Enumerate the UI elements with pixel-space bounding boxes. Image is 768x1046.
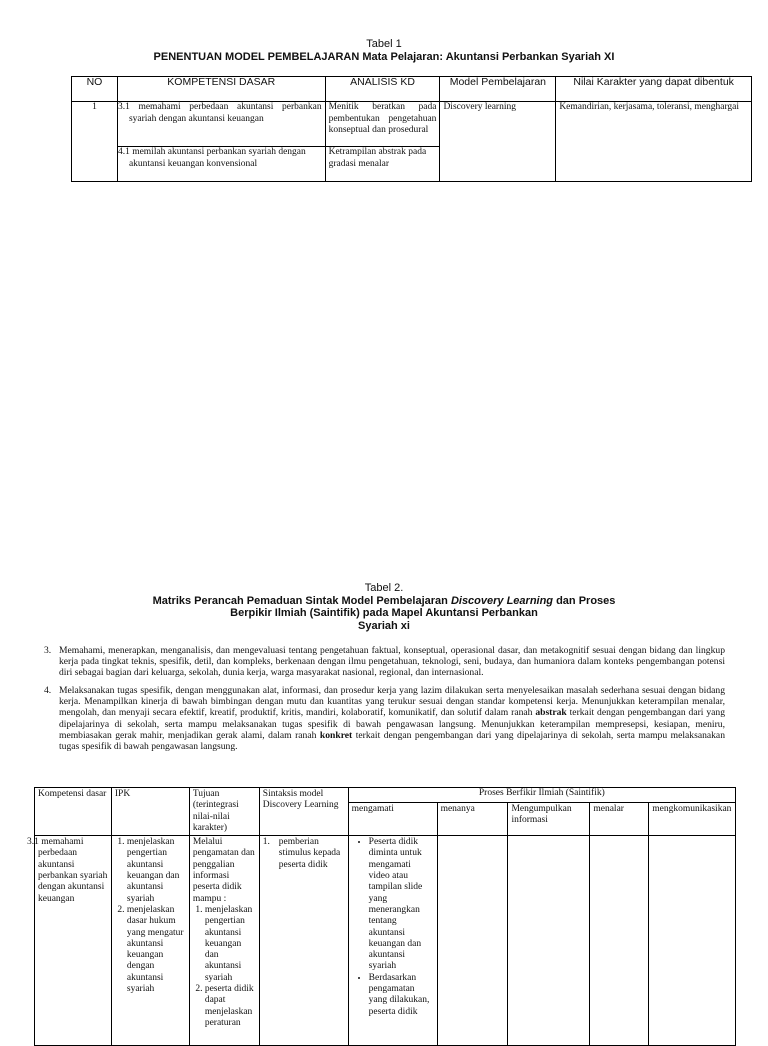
table1-cell-karakter: Kemandirian, kerjasama, toleransi, menghargai [556,102,752,182]
table1 [71,76,752,182]
table1-cell-analisis-a: Menitik beratkan pada pembentukan pengetahuan konseptual dan prosedural [325,102,440,147]
table2-title-line1 [0,595,768,608]
table2-title-line3: Syariah xi [358,619,410,632]
mengamati-list [352,837,434,1018]
list-item: 2. peserta didik dapat menjelaskan peraturan [205,984,256,1029]
table1-header-model: Model Pembelajaran [440,77,556,102]
table2-cell-menalar [590,836,649,1046]
title-italic-text: Discovery Learning [450,594,554,607]
paragraph-text: Memahami, menerapkan, menganalisis, dan mengevaluasi tentang pengetahuan faktual, konseptual, operasional dasar, dan metakognitif sesuai dengan bidang dan lingkup kerja pada tingkat teknis, spesifik, detil, dan kompleks, berkenaan dengan ilmu pengetahuan, teknologi, seni, budaya, dan humaniora dalam konteks pengembangan potensi diri sebagai bagian dari keluarga, sekolah, dunia kerja, warga masyarakat nasional, regional, dan internasional. [59,645,725,679]
table2-header-proses: Proses Berfikir Ilmiah (Saintifik) [348,788,735,803]
table1-cell-no: 1 [72,102,118,182]
table1-header-kd: KOMPETENSI DASAR [117,77,325,102]
table2-title-line2: Berpikir Ilmiah (Saintifik) pada Mapel Akuntansi Perbankan [230,607,538,619]
paragraph-number: 3. [44,645,52,656]
tujuan-list [193,905,256,1029]
text-run: Melaksanakan tugas spesifik, dengan menggunakan alat, informasi, dan prosedur kerja yang lazim dilakukan serta menyelesaikan masalah sederhana sesuai dengan bidang kerja. Menampilkan kinerja di bawah bimbingan dengan mutu dan kuantitas yang terukur sesuai dengan standar kompetensi kerja. Menunjukkan keterampilan menalar, mengolah, dan menyaji secara efektif, kreatif, produktif, kritis, mandiri, kolaboratif, komunikatif, dan solutif dalam ranah [59,685,725,719]
table2-header-kd: Kompetensi dasar [35,788,112,836]
table2-header-sintaksis: Sintaksis model Discovery Learning [259,788,348,836]
table1-header-analisis: ANALISIS KD [325,77,440,102]
table2-heading [0,582,768,632]
competency-paragraph-3 [44,645,725,679]
table2-header-mengamati: mengamati [348,803,437,836]
step-text: pemberian stimulus kepada peserta didik [278,837,341,870]
paragraph-number: 4. [44,685,52,696]
table2-header-tujuan: Tujuan (terintegrasi nilai-nilai karakter) [189,788,259,836]
table2-cell-menanya [437,836,508,1046]
title-text: dan Proses [553,594,616,607]
title-text: Matriks Perancah Pemaduan Sintak Model Pembelajaran [152,594,451,607]
table2-cell-mengamati [348,836,437,1046]
table2-header-mengumpulkan: Mengumpulkan informasi [508,803,590,836]
list-item: • Peserta didik diminta untuk mengamati video atau tampilan slide yang menerangkan tentang akuntansi keuangan dan akuntansi syariah [369,837,434,973]
list-item: 1. menjelaskan pengertian akuntansi keuangan dan akuntansi syariah [205,905,256,984]
list-item: • Berdasarkan pengamatan yang dilakukan, peserta didik [369,973,434,1018]
competency-paragraph-4 [44,685,725,752]
table2-header-menalar: menalar [590,803,649,836]
table2-cell-mengumpulkan [508,836,590,1046]
table2-cell-kd: 3.1 memahami perbedaan akuntansi perbankan syariah dengan akuntansi keuangan [35,836,112,1046]
table2 [27,787,736,1046]
table-row [72,102,752,147]
step-number: 1. [262,837,270,848]
table1-cell-model: Discovery learning [440,102,556,182]
table2-header-row-1 [35,788,736,803]
table2-cell-sintaksis [259,836,348,1046]
table2-cell-tujuan [189,836,259,1046]
table1-header-row [72,77,752,102]
table1-header-karakter: Nilai Karakter yang dapat dibentuk [556,77,752,102]
tujuan-intro: Melalui pengamatan dan penggalian informasi peserta didik mampu : [192,837,255,904]
paragraph-text [44,685,725,752]
table2-cell-mengkomunikasikan [649,836,736,1046]
table1-title: PENENTUAN MODEL PEMBELAJARAN Mata Pelajaran: Akuntansi Perbankan Syariah XI [153,51,615,63]
table2-cell-ipk [111,836,189,1046]
text-run: terkait dengan pengembangan dari yang dipelajarinya di sekolah, serta mampu melaksanakan tugas spesifik di bawah pengawasan langsung. Menunjukkan keterampilan mempresepsi, kesiapan, meniru, membiasakan gerak mahir, menjadikan gerak alami, dalam ranah [59,707,725,741]
table2-label: Tabel 2. [364,582,404,594]
table2-header-ipk: IPK [111,788,189,836]
table2-header-mengkomunikasikan: mengkomunikasikan [649,803,736,836]
table1-cell-analisis-b: Ketrampilan abstrak pada gradasi menalar [325,147,440,182]
sintaksis-step [263,837,345,871]
table1-cell-kd-b: 4.1 memilah akuntansi perbankan syariah dengan akuntansi keuangan konvensional [117,147,325,182]
bold-term: konkret [319,729,353,741]
ipk-list [115,837,186,995]
table1-heading [0,38,768,64]
table-row [35,836,736,1046]
table1-cell-kd-a: 3.1 memahami perbedaan akuntansi perbankan syariah dengan akuntansi keuangan [117,102,325,147]
bold-term: abstrak [535,707,567,719]
list-item: 1. menjelaskan pengertian akuntansi keuangan dan akuntansi syariah [127,837,186,905]
table1-label: Tabel 1 [366,38,402,50]
text-run: terkait dengan pengembangan dari yang dipelajarinya di sekolah, serta mampu melaksanakan tugas spesifik di bawah pengawasan langsung. [59,729,725,753]
list-item: 2. menjelaskan dasar hukum yang mengatur akuntansi keuangan dengan akuntansi syariah [127,905,186,995]
table2-header-menanya: menanya [437,803,508,836]
table1-header-no: NO [72,77,118,102]
